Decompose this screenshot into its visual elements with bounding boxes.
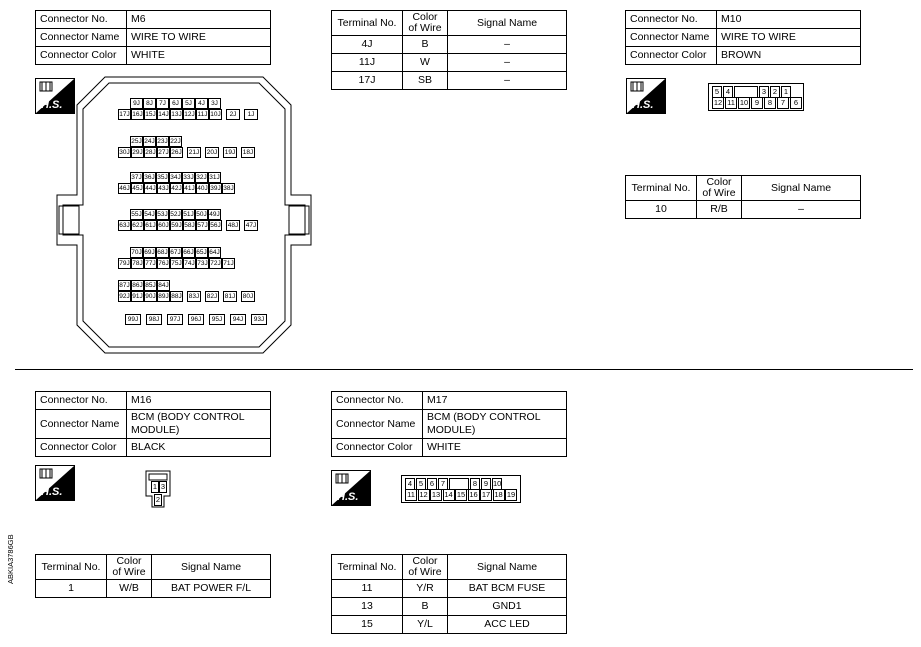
connector-pin: 16J — [132, 111, 143, 118]
connector-pin: 1J — [244, 109, 258, 120]
connector-pin: 87J — [119, 282, 130, 289]
connector-pin: 57J — [197, 222, 208, 229]
connector-pin: 97J — [167, 314, 183, 325]
connector-pin: 88J — [171, 293, 182, 300]
hs-label: H.S. — [632, 99, 654, 111]
connector-pin: 68J — [157, 249, 168, 256]
connector-pin: 69J — [144, 249, 155, 256]
m6-connector-no: M6 — [127, 11, 271, 29]
connector-pin: 31J — [209, 174, 220, 181]
hs-label: H.S. — [41, 486, 63, 498]
m16-terminal-table — [35, 554, 271, 598]
table-row — [332, 616, 567, 634]
wire-color: W — [403, 54, 448, 72]
connector-pin: 49J — [209, 211, 220, 218]
harness-side-icon — [331, 470, 371, 506]
connector-pin: 84J — [158, 282, 169, 289]
harness-side-icon — [626, 78, 666, 114]
connector-pin: 43J — [158, 185, 169, 192]
wire-color: Y/L — [403, 616, 448, 634]
connector-no-label: Connector No. — [36, 392, 127, 410]
connector-pin: 90J — [145, 293, 156, 300]
connector-pin: 62J — [132, 222, 143, 229]
connector-pin: 10J — [210, 111, 221, 118]
m16-connector-color: BLACK — [127, 439, 271, 457]
connector-pin: 11J — [197, 111, 208, 118]
connector-pin: 55J — [131, 211, 142, 218]
connector-pin: 2J — [226, 109, 240, 120]
connector-pin: 48J — [227, 222, 239, 229]
connector-pin: 18J — [242, 149, 254, 156]
terminal-no-header: Terminal No. — [332, 555, 403, 580]
connector-pin: 77J — [145, 260, 156, 267]
connector-pin: 41J — [184, 185, 195, 192]
connector-pin: 95J — [209, 314, 225, 325]
connector-pin: 16 — [469, 490, 478, 499]
connector-name-label: Connector Name — [36, 410, 127, 439]
connector-pin: 8J — [143, 98, 156, 109]
connector-pin: 76J — [158, 260, 169, 267]
document-code: ABKIA3786GB — [6, 534, 15, 584]
signal-name: – — [448, 72, 567, 90]
m6-connector-face — [55, 75, 315, 355]
connector-pin: 63J — [119, 222, 130, 229]
connector-pin: 9J — [130, 98, 143, 109]
connector-pin: 10 — [739, 98, 749, 107]
connector-pin: 74J — [184, 260, 195, 267]
connector-pin: 9 — [751, 97, 763, 109]
terminal-no: 15 — [332, 616, 403, 634]
m10-terminal-table — [625, 175, 861, 219]
connector-pin: 59J — [171, 222, 182, 229]
connector-pin: 22J — [170, 138, 181, 145]
connector-pin: 86J — [132, 282, 143, 289]
connector-pin: 3J — [208, 98, 221, 109]
wire-color: W/B — [107, 580, 152, 598]
m17-connector-face — [401, 475, 521, 503]
terminal-no: 13 — [332, 598, 403, 616]
signal-name: – — [742, 201, 861, 219]
connector-pin: 52J — [170, 211, 181, 218]
connector-pin: 23J — [157, 138, 168, 145]
terminal-no-header: Terminal No. — [36, 555, 107, 580]
connector-pin: 89J — [158, 293, 169, 300]
table-row — [332, 36, 567, 54]
connector-pin: 67J — [170, 249, 181, 256]
wire-color: B — [403, 36, 448, 54]
connector-pin: 27J — [158, 149, 169, 156]
connector-color-label: Connector Color — [332, 439, 423, 457]
connector-pin: 94J — [230, 314, 246, 325]
color-of-wire-header: Color of Wire — [697, 176, 742, 201]
connector-pin: 4J — [195, 98, 208, 109]
connector-pin: 39J — [210, 185, 221, 192]
connector-pin: 28J — [145, 149, 156, 156]
signal-name: – — [448, 54, 567, 72]
terminal-no: 10 — [626, 201, 697, 219]
connector-color-label: Connector Color — [36, 47, 127, 65]
connector-pin: 7 — [438, 478, 448, 490]
connector-pin: 21J — [188, 149, 200, 156]
m16-connector-face — [145, 470, 171, 508]
connector-pin: 30J — [119, 149, 130, 156]
signal-name: ACC LED — [448, 616, 567, 634]
signal-name-header: Signal Name — [448, 11, 567, 36]
connector-pin: 10 — [493, 479, 502, 488]
connector-pin: 36J — [144, 174, 155, 181]
connector-pin: 34J — [170, 174, 181, 181]
color-of-wire-header: Color of Wire — [403, 555, 448, 580]
connector-pin: 25J — [131, 138, 142, 145]
terminal-no: 17J — [332, 72, 403, 90]
connector-color-label: Connector Color — [626, 47, 717, 65]
terminal-no: 4J — [332, 36, 403, 54]
connector-pin: 2 — [155, 495, 161, 504]
connector-pin: 1 — [781, 86, 791, 98]
connector-pin: 61J — [145, 222, 156, 229]
connector-pin: 3 — [759, 86, 769, 98]
hs-label: H.S. — [337, 491, 359, 503]
connector-pin: 79J — [119, 260, 130, 267]
connector-pin: 72J — [210, 260, 221, 267]
connector-pin: 12J — [184, 111, 195, 118]
connector-pin: 19J — [224, 149, 236, 156]
connector-pin: 13 — [431, 490, 441, 499]
connector-color-label: Connector Color — [36, 439, 127, 457]
connector-pin: 54J — [144, 211, 155, 218]
signal-name-header: Signal Name — [448, 555, 567, 580]
connector-pin: 7 — [777, 97, 789, 109]
connector-pin: 6 — [427, 478, 437, 490]
connector-no-label: Connector No. — [36, 11, 127, 29]
connector-name-label: Connector Name — [626, 29, 717, 47]
connector-pin: 20J — [206, 149, 218, 156]
connector-no-label: Connector No. — [626, 11, 717, 29]
m17-terminal-table — [331, 554, 567, 634]
m6-terminal-table — [331, 10, 567, 90]
connector-pin: 91J — [132, 293, 143, 300]
table-row — [332, 580, 567, 598]
connector-name-label: Connector Name — [36, 29, 127, 47]
connector-pin: 70J — [131, 249, 142, 256]
table-row — [332, 72, 567, 90]
connector-pin: 6 — [790, 97, 802, 109]
m6-connector-name: WIRE TO WIRE — [127, 29, 271, 47]
signal-name: BAT POWER F/L — [152, 580, 271, 598]
connector-pin: 50J — [196, 211, 207, 218]
connector-pin: 9 — [481, 478, 491, 490]
terminal-no: 11J — [332, 54, 403, 72]
connector-pin: 47J — [245, 222, 257, 229]
connector-pin: 29J — [132, 149, 143, 156]
signal-name: BAT BCM FUSE — [448, 580, 567, 598]
terminal-no-header: Terminal No. — [626, 176, 697, 201]
connector-pin: 11 — [725, 97, 737, 109]
connector-pin: 80J — [242, 293, 254, 300]
connector-pin: 19 — [506, 490, 516, 499]
m17-connector-no: M17 — [423, 392, 567, 410]
signal-name-header: Signal Name — [742, 176, 861, 201]
section-divider — [15, 369, 913, 370]
connector-pin: 92J — [119, 293, 130, 300]
connector-pin: 5J — [182, 98, 195, 109]
connector-pin: 8 — [470, 478, 480, 490]
connector-pin: 13J — [171, 111, 182, 118]
signal-name: GND1 — [448, 598, 567, 616]
table-row — [332, 54, 567, 72]
connector-pin: 60J — [158, 222, 169, 229]
m17-connector-color: WHITE — [423, 439, 567, 457]
connector-pin: 32J — [196, 174, 207, 181]
m10-connector-color: BROWN — [717, 47, 861, 65]
connector-pin: 98J — [146, 314, 162, 325]
connector-pin: 6J — [169, 98, 182, 109]
connector-pin: 53J — [157, 211, 168, 218]
m10-connector-name: WIRE TO WIRE — [717, 29, 861, 47]
connector-pin: 51J — [183, 211, 194, 218]
m17-connector-name: BCM (BODY CONTROL MODULE) — [423, 410, 567, 439]
connector-pin: 24J — [144, 138, 155, 145]
table-row — [332, 598, 567, 616]
wire-color: R/B — [697, 201, 742, 219]
connector-pin: 99J — [125, 314, 141, 325]
connector-pin: 82J — [206, 293, 218, 300]
connector-pin: 18 — [494, 490, 503, 499]
connector-pin: 78J — [132, 260, 143, 267]
connector-name-label: Connector Name — [332, 410, 423, 439]
m6-connector-color: WHITE — [127, 47, 271, 65]
m16-connector-name: BCM (BODY CONTROL MODULE) — [127, 410, 271, 439]
connector-pin: 93J — [251, 314, 267, 325]
connector-pin: 3 — [160, 482, 166, 491]
connector-pin: 1 — [152, 482, 158, 491]
connector-pin: 75J — [171, 260, 182, 267]
wire-color: Y/R — [403, 580, 448, 598]
connector-pin: 81J — [224, 293, 236, 300]
connector-pin: 85J — [145, 282, 156, 289]
connector-pin: 14 — [444, 490, 453, 499]
connector-pin: 4 — [405, 478, 415, 490]
terminal-no-header: Terminal No. — [332, 11, 403, 36]
connector-pin: 46J — [119, 185, 130, 192]
m10-connector-no: M10 — [717, 11, 861, 29]
connector-pin: 11 — [405, 489, 417, 501]
terminal-no: 11 — [332, 580, 403, 598]
connector-pin: 45J — [132, 185, 143, 192]
connector-pin: 8 — [764, 97, 776, 109]
signal-name-header: Signal Name — [152, 555, 271, 580]
connector-pin: 56J — [210, 222, 221, 229]
connector-pin: 44J — [145, 185, 156, 192]
harness-side-icon — [35, 465, 75, 501]
m6-connector-info-table — [35, 10, 271, 65]
connector-pin: 17J — [119, 111, 130, 118]
color-of-wire-header: Color of Wire — [107, 555, 152, 580]
connector-pin: 83J — [188, 293, 200, 300]
wire-color: B — [403, 598, 448, 616]
m10-connector-face — [708, 83, 804, 111]
connector-pin: 71J — [223, 260, 234, 267]
connector-pin: 12 — [713, 98, 723, 107]
connector-pin: 64J — [209, 249, 220, 256]
table-row — [36, 580, 271, 598]
connector-pin: 42J — [171, 185, 182, 192]
connector-pin: 5 — [712, 86, 722, 98]
connector-pin: 40J — [197, 185, 208, 192]
connector-pin: 33J — [183, 174, 194, 181]
connector-pin: 12 — [419, 490, 428, 499]
connector-pin: 7J — [156, 98, 169, 109]
color-of-wire-header: Color of Wire — [403, 11, 448, 36]
connector-pin: 15J — [145, 111, 156, 118]
connector-pin: 17 — [481, 490, 491, 499]
connector-pin: 2 — [770, 86, 780, 98]
connector-pin: 4 — [723, 86, 733, 98]
connector-pin: 35J — [157, 174, 168, 181]
connector-pin: 5 — [416, 478, 426, 490]
connector-pin: 73J — [197, 260, 208, 267]
connector-no-label: Connector No. — [332, 392, 423, 410]
m16-connector-no: M16 — [127, 392, 271, 410]
m16-connector-info-table — [35, 391, 271, 457]
connector-pin: 96J — [188, 314, 204, 325]
terminal-no: 1 — [36, 580, 107, 598]
connector-pin: 38J — [223, 185, 234, 192]
connector-pin: 26J — [171, 149, 182, 156]
connector-pin: 66J — [183, 249, 194, 256]
connector-pin: 15 — [456, 490, 466, 499]
signal-name: – — [448, 36, 567, 54]
wire-color: SB — [403, 72, 448, 90]
connector-pin: 37J — [131, 174, 142, 181]
connector-pin: 58J — [184, 222, 195, 229]
m17-connector-info-table — [331, 391, 567, 457]
m10-connector-info-table — [625, 10, 861, 65]
table-row — [626, 201, 861, 219]
connector-pin: 14J — [158, 111, 169, 118]
hs-label: H.S. — [41, 99, 63, 111]
connector-pin: 65J — [196, 249, 207, 256]
